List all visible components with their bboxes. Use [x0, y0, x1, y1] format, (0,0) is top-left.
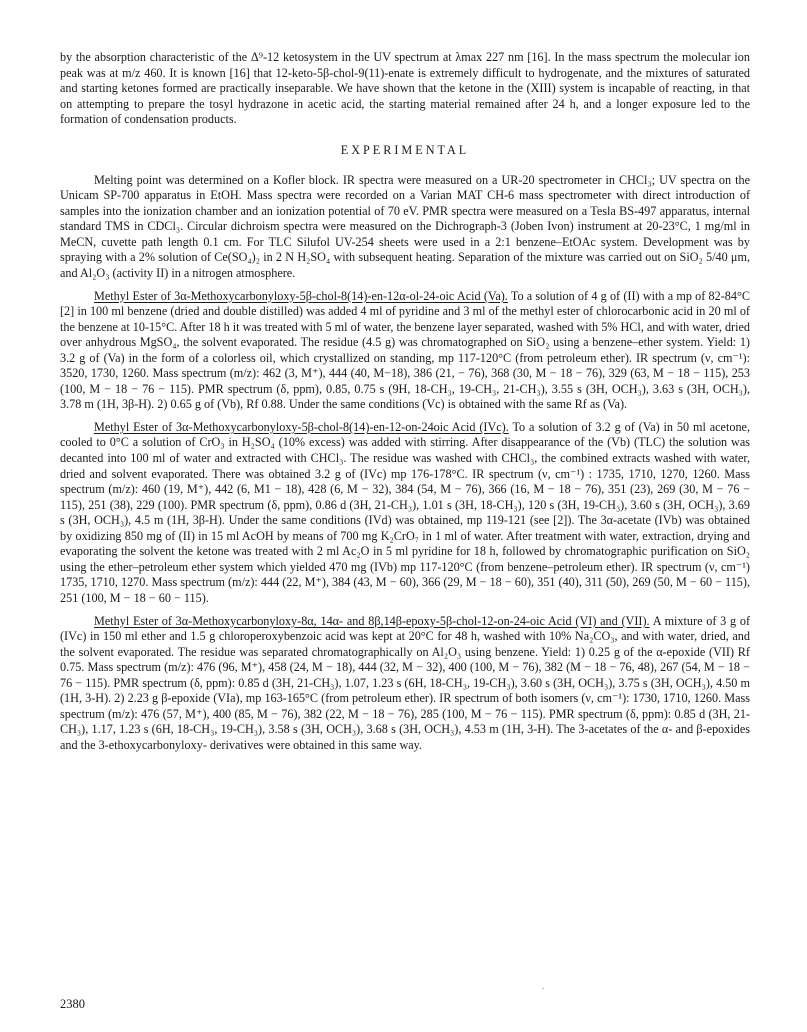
- compound-vi-text: A mixture of 3 g of (IVc) in 150 ml ether and 1.5 g chloroperoxybenzoic acid was kept at 20°C for 48 h, washed with 10% Na₂CO₃, and with water, dried, and the solvent evaporated. The residue was separated chromatographically on Al₂O₃ using benzene. Yield: 1) 0.25 g of the α-epoxide (VII) Rf 0.75. Mass spectrum (m/z): 476 (96, M⁺), 458 (24, M − 18), 444 (32, M − 32), 400 (100, M − 76), 382 (M − 18 − 76, 48), 267 (54, M − 18 − 76 − 115). PMR spectrum (δ, ppm): 0.85 d (3H, 21-CH₃), 1.07, 1.23 s (6H, 18-CH₃, 19-CH₃), 3.60 s (3H, OCH₃), 3.75 s (3H, OCH₃), 4.50 m (1H, 3-H). 2) 2.23 g β-epoxide (VIa), mp 163-165°C (from petroleum ether). IR spectrum of both isomers (ν, cm⁻¹): 1730, 1710, 1260. Mass spectrum (m/z): 476 (57, M⁺), 400 (85, M − 76), 382 (22, M − 18 − 76), 285 (100, M − 76 − 115). PMR spectrum (δ, ppm): 0.85 d (3H, 21-CH₃), 1.17, 1.23 s (6H, 18-CH₃, 19-CH₃), 3.58 s (3H, OCH₃), 3.68 s (3H, OCH₃), 4.53 m (1H, 3-H). The 3-acetates of the α- and β-epoxides and the 3-ethoxycarbonyloxy- derivatives were obtained in this same way.: [60, 613, 751, 752]
- compound-ivc-text: To a solution of 3.2 g of (Va) in 50 ml acetone, cooled to 0°C a solution of CrO₃ in H₂SO₄ (10% excess) was added with stirring. After disappearance of the (Vb) (TLC) the solution was decanted into 100 ml of water and extracted with CHCl₃. The residue was washed with CHCl₃, the combined extracts washed with water, dried and solvent evaporated. There was obtained 3.2 g of (IVc) mp 176-178°C. IR spectrum (ν, cm⁻¹) : 1735, 1710, 1270, 1260. Mass spectrum (m/z): 460 (19, M⁺), 442 (6, M1 − 18), 428 (6, M − 32), 384 (54, M − 76), 366 (16, M − 18 − 76), 351 (23), 269 (30, M − 76 − 115), 251 (38), 229 (100). PMR spectrum (δ, ppm), 0.86 d (3H, 21-CH₃), 1.01 s (3H, 18-CH₃), 120 s (3H, 19-CH₃), 3.60 s (3H, OCH₃), 3.69 s (3H, OCH₃), 4.5 m (1H, 3β-H). Under the same conditions (IVd) was obtained, mp 119-121 (see [2]). The 3α-acetate (IVb) was obtained by oxidizing 850 mg of (II) in 15 ml AcOH by means of 700 mg K₂CrO₇ in 1 ml of water. After treatment with water, extraction, drying and evaporating the solvent the ketone was treated with 2 ml Ac₂O in 5 ml pyridine for 18 h, followed by chromatographic purification on SiO₂ using the ether–petroleum ether system which yielded 470 mg (IVb) mp 117-120°C (from benzene–petroleum ether). IR spectrum (ν, cm⁻¹) 1735, 1710, 1270. Mass spectrum (m/z): 444 (22, M⁺), 384 (43, M − 60), 366 (29, M − 18 − 60), 351 (40), 311 (50), 269 (50, M − 60 − 115), 251 (100, M − 18 − 60 − 115).: [60, 419, 750, 605]
- compound-ivc-title: Methyl Ester of 3α-Methoxycarbonyloxy-5β-chol-8(14)-en-12-on-24oic Acid (IVc).: [94, 419, 509, 434]
- section-heading: EXPERIMENTAL: [340, 142, 470, 157]
- compound-va-paragraph: [60, 289, 750, 413]
- compound-va-title: Methyl Ester of 3α-Methoxycarbonyloxy-5β-chol-8(14)-en-12α-ol-24-oic Acid (Va).: [94, 288, 508, 303]
- compound-va-text: To a solution of 4 g of (II) with a mp of 82-84°C [2] in 100 ml benzene (dried and double distilled) was added 4 ml of pyridine and 3 ml of the methyl ester of chlorocarbonic acid in 20 ml of the benzene at 10-15°C. After 18 h it was treated with 5 ml of water, the benzene layer separated, washed with 5% HCl, and with water, dried over anhydrous MgSO₄, the solvent evaporated. The residue (4.5 g) was chromatographed on SiO₂ using a benzene–ether system. Yield: 1) 3.2 g of (Va) in the form of a colorless oil, which crystallized on standing, mp 117-120°C (from petroleum ether). IR spectrum (ν, cm⁻¹): 3520, 1730, 1260. Mass spectrum (m/z): 462 (3, M⁺), 444 (40, M−18), 386 (21, − 76), 368 (30, M − 18 − 76), 329 (63, M − 18 − 115), 253 (100, M − 18 − 76 − 115). PMR spectrum (δ, ppm), 0.85, 0.75 s (9H, 18-CH₃, 19-CH₃, 21-CH₃), 3.55 s (3H, OCH₃), 3.63 s (3H, OCH₃), 3.78 m (1H, 3β-H). 2) 0.65 g of (Vb), Rf 0.88. Under the same conditions (Vc) is obtained with the same Rf as (Va).: [60, 288, 750, 412]
- methods-paragraph: Melting point was determined on a Kofler block. IR spectra were measured on a UR-20 spectrometer in CHCl₃; UV spectra on the Unicam SP-700 apparatus in EtOH. Mass spectra were recorded on a Varian MAT CH-6 mass spectrometer with direct introduction of samples into the ionization chamber and an ionization potential of 70 eV. PMR spectra were measured on a Tesla BS-497 apparatus, internal standard TMS in CDCl₃. Circular dichroism spectra were measured on the Dichrograph-3 (Joben Ivon) instrument at 20-23°C, 1 mg/ml in MeCN, cuvette path length 0.1 cm. For TLC Silufol UV-254 sheets were used in a 2:1 benzene–EtOAc system. Development was by spraying with a 2% solution of Ce(SO₄)₂ in 2 N H₂SO₄ with subsequent heating. Separation of the mixture was carried out on SiO₂ 5/40 μm, and Al₂O₃ (activity II) in a nitrogen atmosphere.: [60, 172, 750, 281]
- page-body: [60, 50, 750, 753]
- page-number: 2380: [60, 997, 85, 1011]
- compound-vi-title: Methyl Ester of 3α-Methoxycarbonyloxy-8α, 14α- and 8β,14β-epoxy-5β-chol-12-on-24-oic Acid (VI) and (VII).: [94, 613, 650, 628]
- compound-ivc-paragraph: [60, 420, 750, 607]
- compound-vi-paragraph: [60, 614, 750, 754]
- intro-paragraph: by the absorption characteristic of the Δ⁹-12 ketosystem in the UV spectrum at λmax 227 nm [16]. In the mass spectrum the molecular ion peak was at m/z 460. It is known [16] that 12-keto-5β-chol-9(11)-enate is extremely difficult to hydrogenate, and the mixtures of saturated and starting ketones formed are practically inseparable. We have shown that the ketone in the (XIII) system is incapable of reacting, in that on attempting to prepare the tosyl hydrazone in acetic acid, the starting material remained after 24 h, and a longer exposure led to the formation of condensation products.: [60, 50, 750, 127]
- stray-mark: .: [542, 981, 545, 991]
